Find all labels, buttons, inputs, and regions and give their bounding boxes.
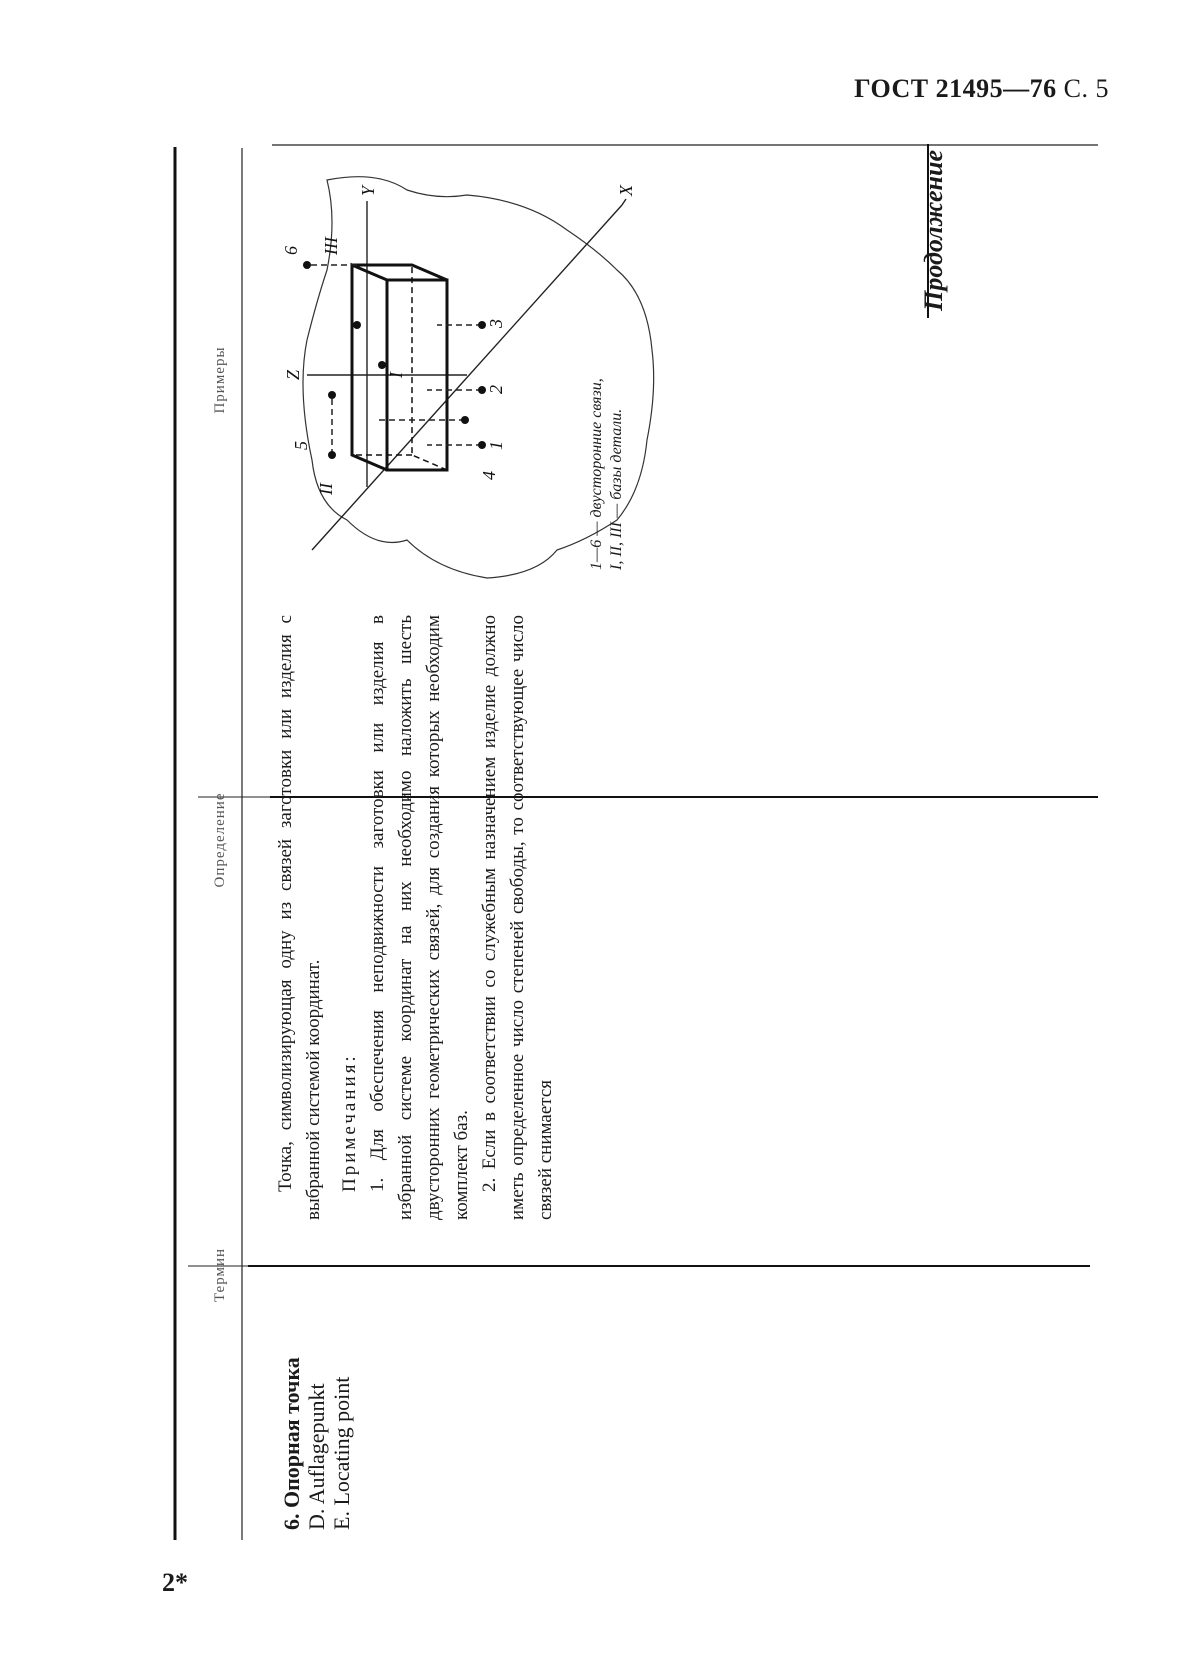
definition-text: Точка, символизирующая одну из связей заготовки или изделия с выбранной системой координат. [275,615,324,1220]
column-header-definition: Определение [212,792,228,888]
link-points [303,261,486,459]
example-cell [237,160,837,600]
definition-cell [272,615,560,1220]
base-label-1: I [386,372,406,378]
term-cell [279,1260,354,1530]
caption-line-1: 1—6 — двусторонние связи, [588,378,605,570]
axis-z-label: Z [283,369,303,380]
column-header-examples: Примеры [212,346,228,414]
continuation-label: Продолжение [919,150,948,311]
point-label-6: 6 [281,246,301,255]
term-ru [279,1260,304,1530]
note-1: 1. Для обеспечения неподвижности заготовки или изделия в избранной системе координат на них необходимо наложить шесть двусторонних геометрических связей, для создания которых необходим комплект баз. [367,615,472,1220]
point-label-5: 5 [291,441,311,450]
axis-x-label: X [616,185,636,196]
column-header-term: Термин [212,1247,228,1303]
caption-line-2: I, II, III — базы детали. [608,408,625,570]
links [307,265,482,455]
axis-y-label: Y [358,185,378,196]
sheet-mark: 2* [162,1568,188,1597]
base-label-3: III [321,237,341,255]
point-label-2: 2 [486,385,506,394]
standard-number: ГОСТ 21495—76 [854,74,1057,103]
point-label-4: 4 [479,471,499,480]
page-number: С. 5 [1063,74,1109,103]
notes-title: Примечания: [339,1053,360,1192]
point-label-1: 1 [486,441,506,450]
point-label-3: 3 [486,319,506,328]
base-label-2: II [316,483,336,495]
workpiece-box [352,265,447,470]
term-number: 6. [279,1513,304,1530]
note-2: 2. Если в соответствии со служебным назначением изделие должно иметь определенное число степеней свободы, то соответствующее число связей снимается [479,615,556,1220]
x-axis-line [312,205,622,550]
terms-table [177,145,1106,1540]
locating-points-diagram [237,160,837,600]
term-en: E. Locating point [329,1376,354,1530]
example-caption [587,230,627,570]
term-title: Опорная точка [279,1357,304,1508]
term-de: D. Auflagepunkt [304,1383,329,1530]
